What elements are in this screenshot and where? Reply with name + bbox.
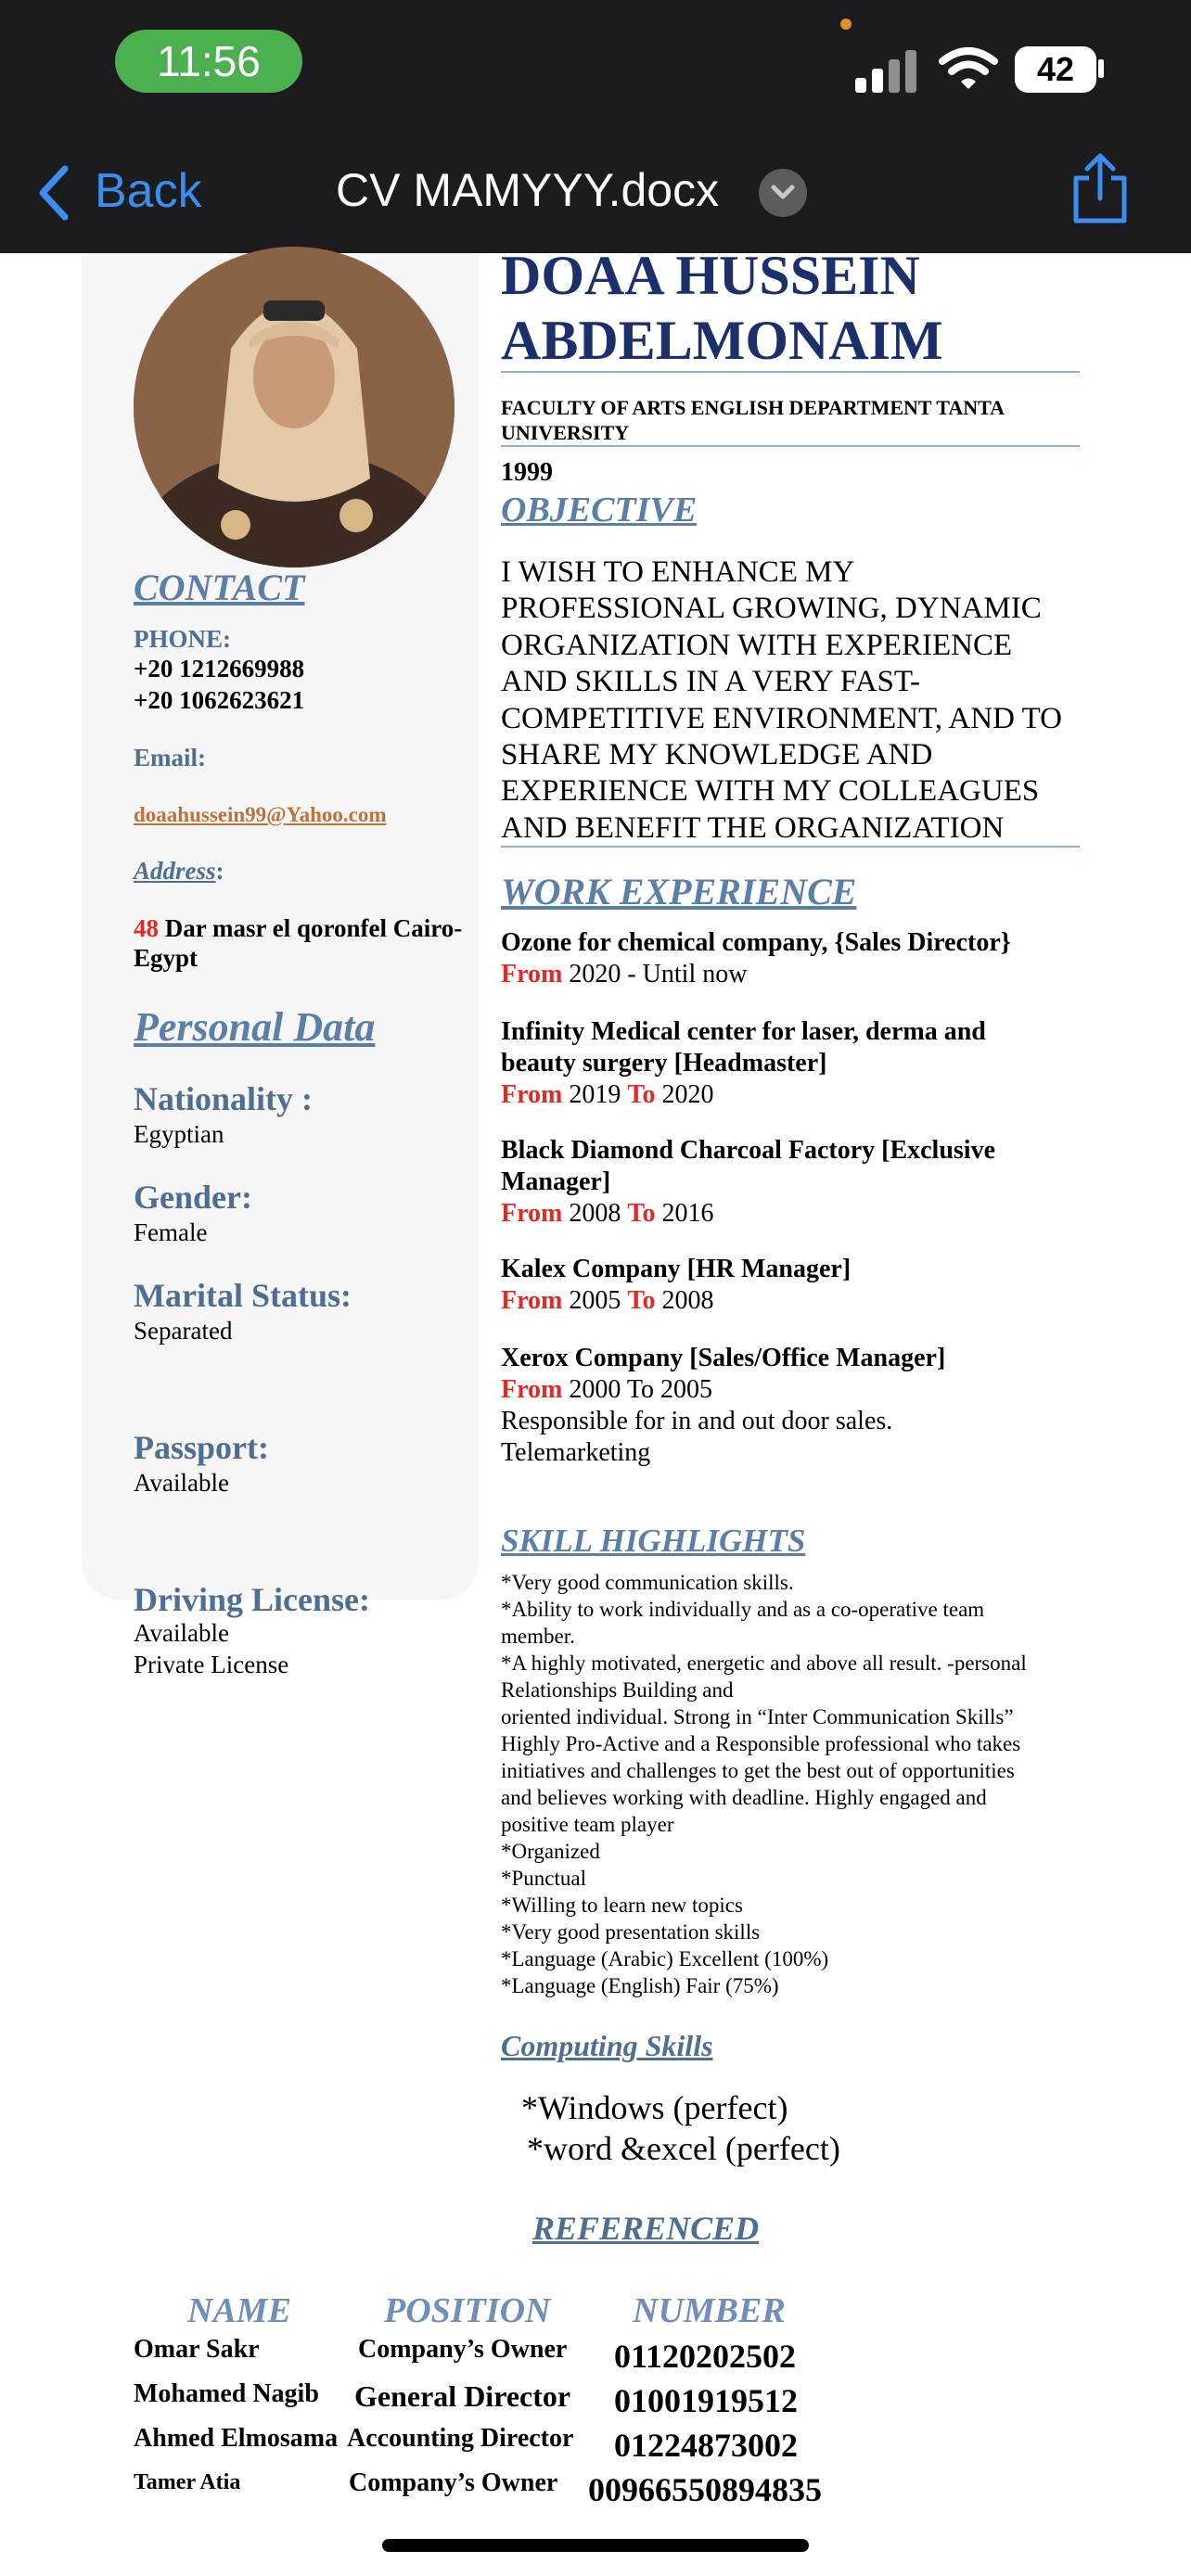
driving-license-type: Private License <box>134 1651 289 1678</box>
ref-position: Company’s Owner <box>349 2468 558 2497</box>
ref-number: 01120202502 <box>614 2338 797 2375</box>
divider <box>501 445 1080 447</box>
objective-line: PROFESSIONAL GROWING, DYNAMIC <box>501 592 1042 626</box>
job-entry-ozone <box>501 927 1113 990</box>
back-label[interactable]: Back <box>95 164 202 218</box>
divider <box>501 371 1080 373</box>
year-start: 2005 <box>562 1286 628 1315</box>
nationality-value: Egyptian <box>134 1120 224 1148</box>
phone-label: PHONE: <box>134 625 231 653</box>
col-header-position: POSITION <box>384 2291 551 2330</box>
battery-level: 42 <box>1015 46 1096 93</box>
year-end: 2020 <box>655 1080 714 1109</box>
skill-line: initiatives and challenges to get the best out of opportunities <box>501 1759 1015 1782</box>
skill-line: *Language (Arabic) Excellent (100%) <box>501 1947 829 1970</box>
from-label: From <box>501 1286 563 1315</box>
objective-line: I WISH TO ENHANCE MY <box>501 555 855 589</box>
work-experience-heading: WORK EXPERIENCE <box>501 871 857 912</box>
driving-license-value: Available <box>134 1619 229 1647</box>
phone-1: +20 1212669988 <box>134 655 305 682</box>
address-label-row <box>134 857 224 886</box>
email-link[interactable]: doaahussein99@Yahoo.com <box>134 803 387 826</box>
job-entry-kalex <box>501 1254 1113 1317</box>
objective-line: SHARE MY KNOWLEDGE AND <box>501 738 933 772</box>
job-title: Manager] <box>501 1167 611 1196</box>
name-line-2: ABDELMONAIM <box>501 310 943 371</box>
period: 2000 To 2005 <box>562 1375 713 1404</box>
skill-highlights-list <box>501 1569 1113 1999</box>
objective-line: ORGANIZATION WITH EXPERIENCE <box>501 628 1013 662</box>
job-entry-infinity <box>501 1016 1113 1111</box>
col-header-name: NAME <box>187 2291 291 2330</box>
skill-line: *Organized <box>501 1840 600 1863</box>
skill-line: Highly Pro-Active and a Responsible professional who takes <box>501 1732 1021 1755</box>
from-label: From <box>501 960 563 988</box>
divider <box>501 846 1080 848</box>
skill-line: member. <box>501 1625 575 1648</box>
computing-skill-office: *word &excel (perfect) <box>527 2130 840 2167</box>
objective-text <box>501 555 1062 847</box>
passport-value: Available <box>134 1469 229 1497</box>
period: 2020 - Until now <box>562 960 748 988</box>
referenced-heading: REFERENCED <box>532 2210 760 2247</box>
job-title: Infinity Medical center for laser, derma and <box>501 1017 986 1046</box>
ref-name: Omar Sakr <box>134 2335 260 2364</box>
to-label: To <box>627 1080 656 1109</box>
objective-line: AND BENEFIT THE ORGANIZATION <box>501 810 1005 845</box>
job-title: Black Diamond Charcoal Factory [Exclusive <box>501 1136 996 1165</box>
job-period <box>501 1079 1113 1111</box>
driving-license-label: Driving License: <box>134 1581 370 1618</box>
personal-data-heading: Personal Data <box>134 1004 376 1050</box>
address-line-2: Egypt <box>134 944 198 972</box>
objective-line: AND SKILLS IN A VERY FAST- <box>501 665 920 699</box>
chevron-left-icon[interactable] <box>35 163 72 223</box>
gender-value: Female <box>134 1218 208 1246</box>
job-entry-xerox <box>501 1343 1113 1469</box>
skill-line: *A highly motivated, energetic and above all result. -personal <box>501 1651 1027 1675</box>
skill-line: and believes working with deadline. Highly engaged and <box>501 1786 987 1809</box>
status-time: 11:56 <box>115 30 302 93</box>
job-description: Responsible for in and out door sales. <box>501 1407 893 1435</box>
job-title: beauty surgery [Headmaster] <box>501 1049 827 1078</box>
job-title: Kalex Company [HR Manager] <box>501 1255 852 1283</box>
address-label: Address <box>134 857 216 885</box>
ref-name: Tamer Atia <box>134 2470 241 2494</box>
skill-line: *Very good presentation skills <box>501 1920 761 1944</box>
graduation-year: 1999 <box>501 458 553 487</box>
year-end: 2008 <box>655 1286 714 1315</box>
computing-skills-heading: Computing Skills <box>501 2029 713 2062</box>
computing-skill-windows: *Windows (perfect) <box>521 2089 788 2126</box>
year-start: 2008 <box>562 1199 628 1228</box>
marital-status-label: Marital Status: <box>134 1277 352 1314</box>
passport-label: Passport: <box>134 1429 269 1466</box>
chevron-down-icon[interactable] <box>770 184 796 202</box>
cellular-signal-icon <box>855 50 922 93</box>
ref-number: 01001919512 <box>614 2382 798 2419</box>
job-period <box>501 1285 1113 1317</box>
skill-line: *Language (English) Fair (75%) <box>501 1974 779 1997</box>
marital-status-value: Separated <box>134 1317 233 1345</box>
wifi-icon <box>939 46 998 91</box>
year-start: 2019 <box>562 1080 628 1109</box>
from-label: From <box>501 1080 563 1109</box>
from-label: From <box>501 1375 563 1404</box>
job-period <box>501 959 1113 990</box>
phone-2: +20 1062623621 <box>134 686 305 714</box>
portrait-image <box>134 247 455 567</box>
skill-line: *Punctual <box>501 1867 586 1890</box>
mic-indicator-dot <box>840 19 852 30</box>
skill-line: oriented individual. Strong in “Inter Communication Skills” <box>501 1705 1014 1728</box>
education-line-1: FACULTY OF ARTS ENGLISH DEPARTMENT TANTA <box>501 396 1005 419</box>
skill-line: *Very good communication skills. <box>501 1571 794 1594</box>
skill-line: *Ability to work individually and as a co-operative team <box>501 1598 985 1621</box>
education <box>501 395 1005 445</box>
job-title: Ozone for chemical company, {Sales Director} <box>501 928 1011 957</box>
col-header-number: NUMBER <box>633 2291 786 2330</box>
objective-heading: OBJECTIVE <box>501 491 698 529</box>
job-entry-black-diamond <box>501 1135 1113 1230</box>
job-period <box>501 1374 1113 1406</box>
address-colon: : <box>215 857 224 885</box>
education-line-2: UNIVERSITY <box>501 421 630 444</box>
contact-heading: CONTACT <box>134 567 305 608</box>
job-period <box>501 1198 1113 1230</box>
objective-line: COMPETITIVE ENVIRONMENT, AND TO <box>501 701 1062 735</box>
job-description: Telemarketing <box>501 1438 651 1467</box>
address-number: 48 <box>134 914 159 942</box>
name-line-1: DOAA HUSSEIN <box>501 245 920 306</box>
address-line-1 <box>134 914 462 943</box>
from-label: From <box>501 1199 563 1228</box>
skill-line: *Willing to learn new topics <box>501 1894 743 1917</box>
email-label: Email: <box>134 744 206 772</box>
year-end: 2016 <box>655 1199 714 1228</box>
ref-name: Mohamed Nagib <box>134 2379 319 2408</box>
candidate-name <box>501 243 943 373</box>
nationality-label: Nationality : <box>134 1080 313 1117</box>
profile-photo <box>134 247 455 567</box>
ref-position: Company’s Owner <box>358 2335 568 2364</box>
skill-highlights-heading: SKILL HIGHLIGHTS <box>501 1523 806 1559</box>
battery-cap-icon <box>1098 59 1104 78</box>
ref-name: Ahmed Elmosama <box>134 2424 339 2453</box>
job-title: Xerox Company [Sales/Office Manager] <box>501 1344 946 1372</box>
to-label: To <box>627 1199 656 1228</box>
gender-label: Gender: <box>134 1179 252 1216</box>
document-title[interactable]: CV MAMYYY.docx <box>336 164 720 216</box>
ref-position: Accounting Director <box>347 2424 574 2453</box>
skill-line: positive team player <box>501 1813 674 1836</box>
objective-line: EXPERIENCE WITH MY COLLEAGUES <box>501 774 1040 809</box>
address-street: Dar masr el qoronfel Cairo- <box>159 914 463 942</box>
home-indicator[interactable] <box>382 2539 809 2552</box>
ref-number: 01224873002 <box>614 2427 798 2464</box>
to-label: To <box>627 1286 656 1315</box>
ref-position: General Director <box>354 2379 571 2413</box>
ref-number: 00966550894835 <box>588 2471 822 2508</box>
skill-line: Relationships Building and <box>501 1678 734 1702</box>
share-icon[interactable] <box>1070 152 1130 226</box>
